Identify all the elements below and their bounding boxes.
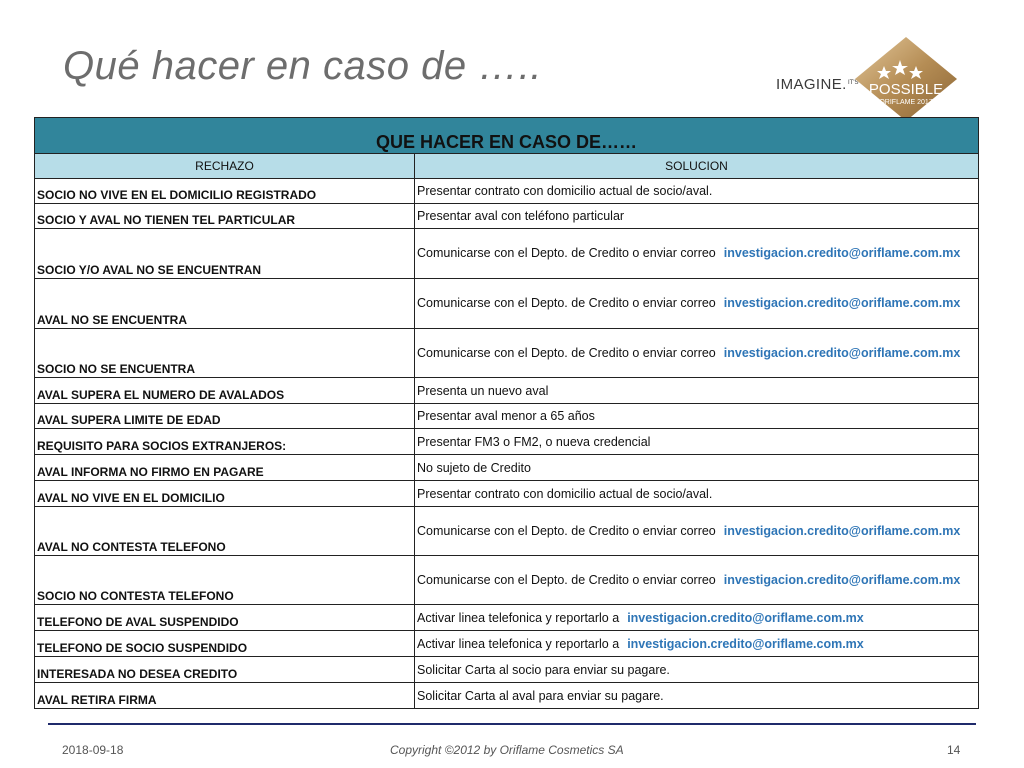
email-link[interactable]: investigacion.credito@oriflame.com.mx [627, 636, 864, 651]
solucion-text: Presentar aval menor a 65 años [417, 409, 595, 423]
solucion-cell [415, 455, 978, 480]
rechazo-cell: INTERESADA NO DESEA CREDITO [35, 657, 415, 682]
table-row [35, 329, 978, 378]
rechazo-cell: AVAL INFORMA NO FIRMO EN PAGARE [35, 455, 415, 480]
email-link[interactable]: investigacion.credito@oriflame.com.mx [723, 346, 961, 360]
table-row [35, 179, 978, 204]
header-rechazo: RECHAZO [35, 154, 415, 178]
rechazo-cell: AVAL NO SE ENCUENTRA [35, 279, 415, 328]
table-row [35, 279, 978, 329]
rejection-table [34, 117, 979, 709]
page-number: 14 [947, 743, 961, 757]
table-row [35, 507, 978, 556]
solucion-text: Comunicarse con el Depto. de Credito o enviar correo [417, 346, 716, 360]
badge-word: POSSIBLE [868, 81, 944, 98]
solucion-text: Presenta un nuevo aval [417, 383, 549, 398]
rechazo-cell: AVAL SUPERA LIMITE DE EDAD [35, 404, 415, 428]
solucion-text: Presentar FM3 o FM2, o nueva credencial [417, 434, 651, 449]
table-title: QUE HACER EN CASO DE…… [35, 118, 978, 154]
table-row [35, 378, 978, 404]
table-header-row [35, 154, 978, 179]
table-row [35, 229, 978, 279]
solucion-text: Comunicarse con el Depto. de Credito o enviar correo [417, 246, 716, 260]
solucion-cell [415, 556, 978, 604]
solucion-cell [415, 329, 978, 377]
slide-title: Qué hacer en caso de ….. [63, 44, 542, 88]
table-row [35, 481, 978, 507]
badge-sub: ORIFLAME 2017 [879, 99, 933, 106]
table-row [35, 631, 978, 657]
email-link[interactable]: investigacion.credito@oriflame.com.mx [627, 610, 864, 625]
solucion-text: Presentar contrato con domicilio actual de socio/aval. [417, 486, 713, 501]
table-row [35, 657, 978, 683]
table-row [35, 683, 978, 708]
rechazo-cell: SOCIO NO CONTESTA TELEFONO [35, 556, 415, 604]
rechazo-cell: AVAL RETIRA FIRMA [35, 683, 415, 708]
rechazo-cell: AVAL NO CONTESTA TELEFONO [35, 507, 415, 555]
solucion-cell [415, 481, 978, 506]
imagine-possible-logo [776, 36, 958, 122]
logo-imagine-text: IMAGINE. [776, 76, 847, 93]
header-solucion: SOLUCION [415, 154, 978, 178]
logo-its-text: IT'S [848, 80, 859, 86]
table-row [35, 556, 978, 605]
solucion-cell [415, 605, 978, 630]
email-link[interactable]: investigacion.credito@oriflame.com.mx [723, 524, 961, 538]
solucion-cell [415, 429, 978, 454]
solucion-cell [415, 279, 978, 328]
solucion-cell [415, 404, 978, 428]
solucion-cell [415, 631, 978, 656]
table-row [35, 429, 978, 455]
solucion-text: Presentar contrato con domicilio actual de socio/aval. [417, 184, 713, 198]
solucion-cell [415, 507, 978, 555]
email-link[interactable]: investigacion.credito@oriflame.com.mx [723, 573, 961, 587]
footer-divider [48, 723, 976, 725]
solucion-text: Comunicarse con el Depto. de Credito o enviar correo [417, 524, 716, 538]
solucion-cell [415, 204, 978, 228]
table-body [35, 179, 978, 708]
rechazo-cell: AVAL NO VIVE EN EL DOMICILIO [35, 481, 415, 506]
footer-date: 2018-09-18 [62, 743, 124, 757]
solucion-cell [415, 179, 978, 203]
solucion-cell [415, 378, 978, 403]
solucion-text: Comunicarse con el Depto. de Credito o enviar correo [417, 296, 716, 310]
solucion-text: Solicitar Carta al aval para enviar su pagare. [417, 688, 664, 703]
footer-copyright: Copyright ©2012 by Oriflame Cosmetics SA [390, 743, 624, 757]
solucion-text: Comunicarse con el Depto. de Credito o enviar correo [417, 573, 716, 587]
solucion-cell [415, 683, 978, 708]
email-link[interactable]: investigacion.credito@oriflame.com.mx [723, 296, 961, 310]
rechazo-cell: SOCIO NO SE ENCUENTRA [35, 329, 415, 377]
solucion-text: Activar linea telefonica y reportarlo a [417, 636, 620, 651]
table-row [35, 455, 978, 481]
solucion-cell [415, 229, 978, 278]
table-row [35, 204, 978, 229]
rechazo-cell: TELEFONO DE AVAL SUSPENDIDO [35, 605, 415, 630]
rechazo-cell: TELEFONO DE SOCIO SUSPENDIDO [35, 631, 415, 656]
rechazo-cell: SOCIO Y AVAL NO TIENEN TEL PARTICULAR [35, 204, 415, 228]
solucion-text: Presentar aval con teléfono particular [417, 209, 625, 223]
table-row [35, 404, 978, 429]
email-link[interactable]: investigacion.credito@oriflame.com.mx [723, 246, 961, 260]
solucion-text: No sujeto de Credito [417, 460, 531, 475]
solucion-cell [415, 657, 978, 682]
rechazo-cell: REQUISITO PARA SOCIOS EXTRANJEROS: [35, 429, 415, 454]
possible-badge-icon [854, 36, 958, 122]
table-row [35, 605, 978, 631]
solucion-text: Solicitar Carta al socio para enviar su pagare. [417, 662, 670, 677]
rechazo-cell: SOCIO NO VIVE EN EL DOMICILIO REGISTRADO [35, 179, 415, 203]
rechazo-cell: AVAL SUPERA EL NUMERO DE AVALADOS [35, 378, 415, 403]
solucion-text: Activar linea telefonica y reportarlo a [417, 610, 620, 625]
rechazo-cell: SOCIO Y/O AVAL NO SE ENCUENTRAN [35, 229, 415, 278]
